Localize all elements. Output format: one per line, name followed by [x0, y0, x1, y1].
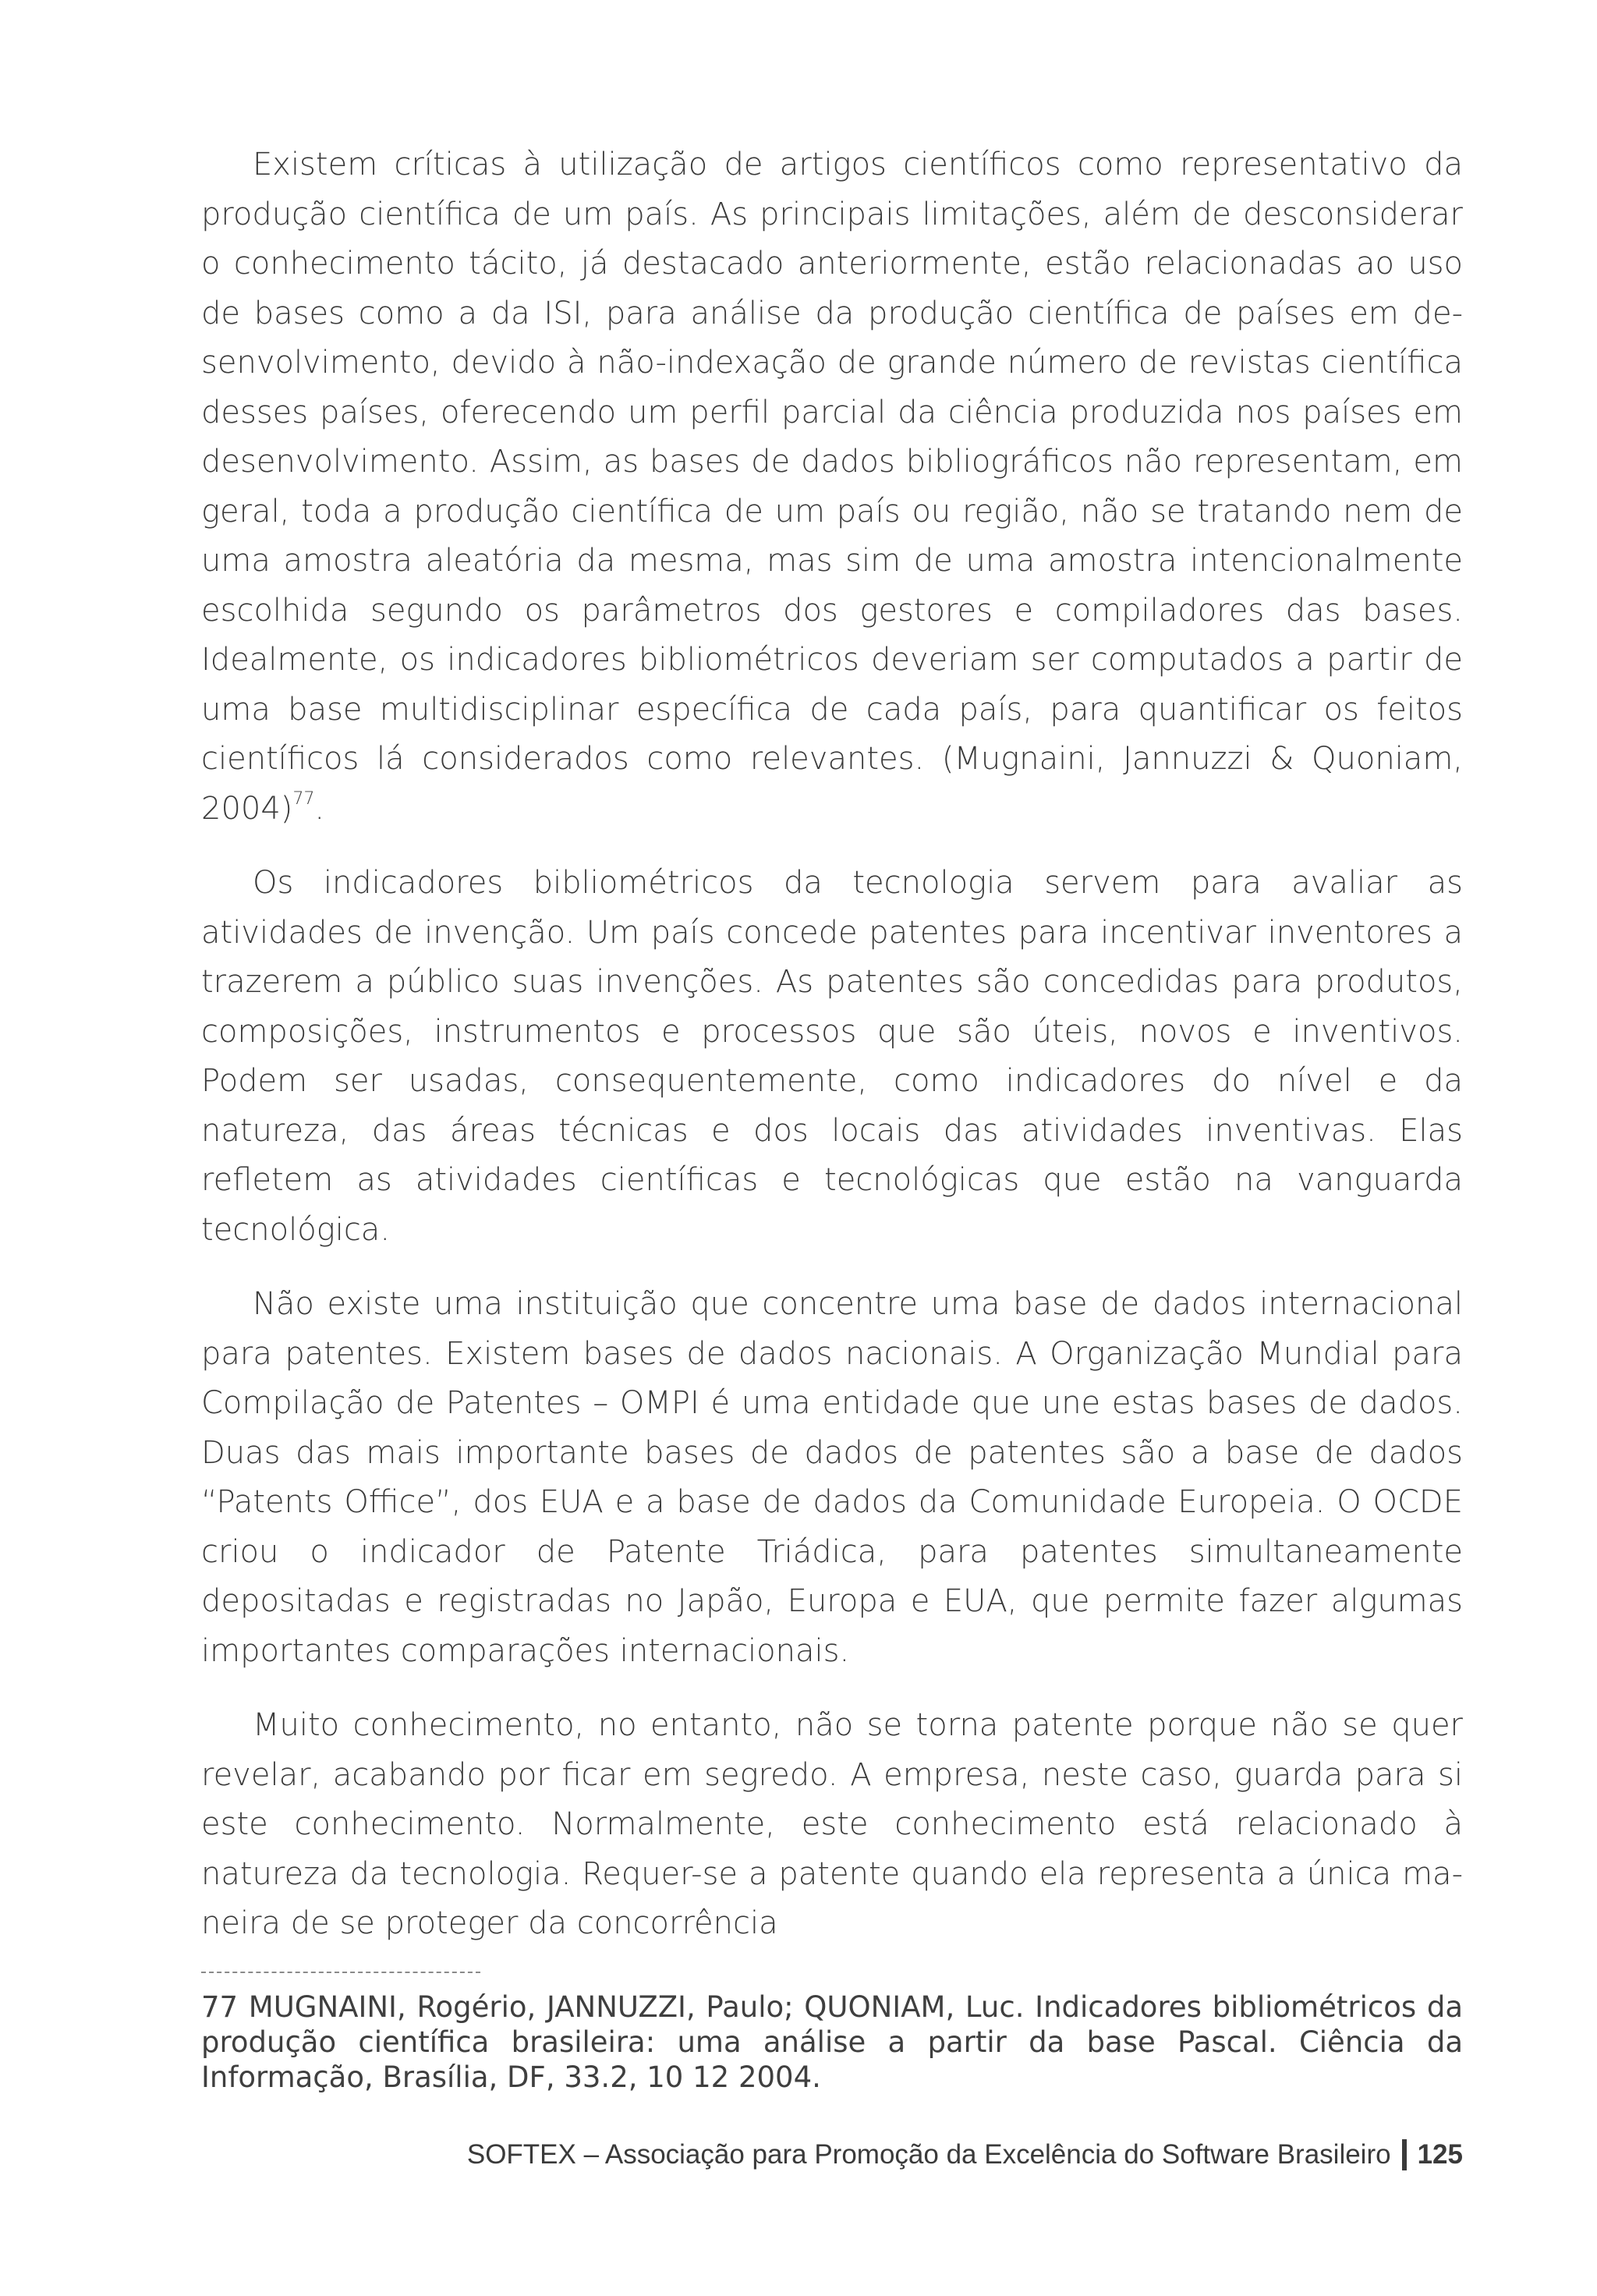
paragraph-1-trailing: . — [314, 790, 325, 827]
page-body — [201, 140, 1463, 1974]
paragraph-3: Não existe uma instituição que concentre uma base de dados internacional para patentes. Existem bases de dados nacionais. A Organização Mundial para Compilação de Patentes – OMPI é uma entidade que une estas bases de dados. Duas das mais importante bases de dados de patentes são a base de dados “Patents Office”, dos EUA e a base de dados da Comunidade Europeia. O OCDE criou o indicador de Patente Triádica, para patentes simultaneamente depositadas e registradas no Japão, Europa e EUA, que permite fazer algumas importantes comparações internacionais. — [201, 1286, 1463, 1669]
footnote: 77 MUGNAINI, Rogério, JANNUZZI, Paulo; QUONIAM, Luc. Indicadores bibliométricos da produção científica brasileira: uma análise a partir da base Pascal. Ciência da Informação, Brasília, DF, 33.2, 10 12 2004. — [201, 1990, 1463, 2094]
footnote-reference[interactable]: 77 — [292, 789, 315, 810]
paragraph-1 — [201, 140, 1463, 834]
paragraph-1-text: Existem críticas à utilização de artigos científicos como representativo da produção científica de um país. As principais limitações, além de desconsiderar o conhecimento tácito, já destacado anteriormente, estão relacionadas ao uso de bases como a da ISI, para análise da produção científica de países em desenvolvimento, devido à não-indexação de grande número de revistas científica desses países, oferecendo um perfil parcial da ciência produzida nos países em desenvolvimento. Assim, as bases de dados bibliográficos não representam, em geral, toda a produção científica de um país ou região, não se tratando nem de uma amostra aleatória da mesma, mas sim de uma amostra intencionalmente escolhida segundo os parâmetros dos gestores e compiladores das bases. Idealmente, os indicadores bibliométricos deveriam ser computados a partir de uma base multidisciplinar específica de cada país, para quantificar os feitos científicos lá considerados como relevantes. (Mugnaini, Jannuzzi & Quoniam, 2004) — [201, 147, 1463, 827]
paragraph-2: Os indicadores bibliométricos da tecnologia servem para avaliar as atividades de invenção. Um país concede patentes para incentivar inventores a trazerem a público suas invenções. As patentes são concedidas para produtos, composições, instrumentos e processos que são úteis, novos e inventivos. Podem ser usadas, consequentemente, como indicadores do nível e da natureza, das áreas técnicas e dos locais das atividades inventivas. Elas refletem as atividades científicas e tecnológicas que estão na vanguarda tecnológica. — [201, 865, 1463, 1248]
footer-separator — [1402, 2139, 1407, 2170]
footnote-divider — [201, 1972, 480, 1973]
footer-publisher: SOFTEX – Associação para Promoção da Excelência do Software Brasileiro — [466, 2139, 1391, 2170]
page-footer — [467, 2138, 1463, 2171]
page-number: 125 — [1417, 2139, 1463, 2170]
paragraph-4: Muito conhecimento, no entanto, não se torna patente porque não se quer revelar, acabando por ficar em segredo. A empresa, neste caso, guarda para si este conhecimento. Normalmente, este conhecimento está relacionado à natureza da tecnologia. Requer-se a patente quando ela representa a única maneira de se proteger da concorrência — [201, 1707, 1463, 1941]
